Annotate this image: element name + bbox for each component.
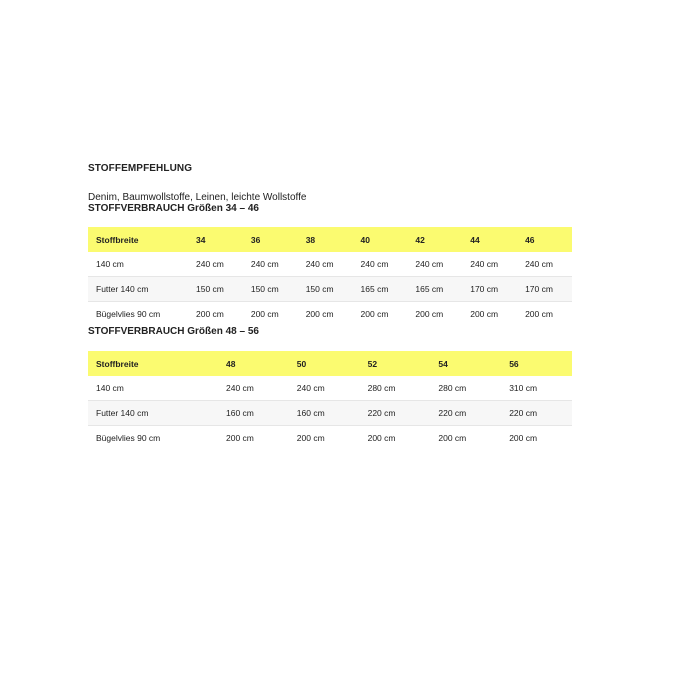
table-cell: 200 cm xyxy=(525,309,553,319)
header-cell: 36 xyxy=(250,234,261,245)
table-cell: 165 cm xyxy=(353,277,408,302)
header-cell: 46 xyxy=(525,234,535,245)
header-cell: 40 xyxy=(360,234,370,245)
table-cell: 240 cm xyxy=(517,252,572,277)
header-cell: 38 xyxy=(305,234,316,245)
table-cell: 150 cm xyxy=(298,277,353,302)
recommendation-text: Denim, Baumwollstoffe, Leinen, leichte Wollstoffe xyxy=(88,192,307,203)
table-cell: 200 cm xyxy=(509,433,538,443)
header-cell: 56 xyxy=(509,358,519,369)
table-cell: 200 cm xyxy=(415,309,444,319)
header-cell: 48 xyxy=(226,358,236,369)
table-cell: 170 cm xyxy=(462,277,517,302)
content xyxy=(88,163,572,450)
table-cell: 200 cm xyxy=(296,433,325,443)
table-cell: Bügelvlies 90 cm xyxy=(96,309,161,319)
consumption-title-34-46: STOFFVERBRAUCH Größen 34 – 46 xyxy=(88,203,259,214)
table-header-row xyxy=(88,227,572,252)
header-cell: 42 xyxy=(415,234,425,245)
table-row xyxy=(88,376,572,401)
table-row xyxy=(88,277,572,302)
table-cell: 220 cm xyxy=(430,401,501,426)
table-cell: Bügelvlies 90 cm xyxy=(96,433,161,443)
table-cell: 280 cm xyxy=(360,376,431,401)
table-cell: 170 cm xyxy=(517,277,572,302)
table-cell: 240 cm xyxy=(462,252,517,277)
table-cell: 200 cm xyxy=(196,309,224,319)
table-cell: 240 cm xyxy=(289,376,360,401)
header-cell: Stoffbreite xyxy=(96,234,139,245)
table-cell: 240 cm xyxy=(353,252,408,277)
table-cell: 165 cm xyxy=(407,277,462,302)
table-row xyxy=(88,252,572,277)
table-cell: 140 cm xyxy=(88,376,218,401)
table-row xyxy=(88,401,572,426)
table-cell: 200 cm xyxy=(438,433,467,443)
table-cell: 150 cm xyxy=(188,277,243,302)
recommendation-title: STOFFEMPFEHLUNG xyxy=(88,163,193,174)
table-row xyxy=(88,302,572,327)
table-cell: 200 cm xyxy=(226,433,254,443)
header-cell: 34 xyxy=(196,234,206,245)
header-cell: 50 xyxy=(296,358,307,369)
table-cell: 240 cm xyxy=(243,252,298,277)
consumption-title-48-56: STOFFVERBRAUCH Größen 48 – 56 xyxy=(88,326,259,337)
table-cell: 220 cm xyxy=(501,401,572,426)
header-cell: 52 xyxy=(367,358,378,369)
table-cell: 200 cm xyxy=(250,309,279,319)
table-cell: 280 cm xyxy=(430,376,501,401)
consumption-table-48-56 xyxy=(88,351,572,450)
header-cell: 44 xyxy=(470,234,480,245)
table-row xyxy=(88,426,572,451)
table-cell: 240 cm xyxy=(188,252,243,277)
table-cell: Futter 140 cm xyxy=(88,401,218,426)
table-cell: Futter 140 cm xyxy=(88,277,188,302)
table-cell: 240 cm xyxy=(298,252,353,277)
table-cell: 160 cm xyxy=(289,401,360,426)
consumption-table-34-46 xyxy=(88,227,572,326)
header-cell: Stoffbreite xyxy=(96,358,139,369)
table-cell: 240 cm xyxy=(218,376,289,401)
header-cell: 54 xyxy=(438,358,448,369)
table-cell: 200 cm xyxy=(305,309,334,319)
table-cell: 160 cm xyxy=(218,401,289,426)
table-cell: 220 cm xyxy=(360,401,431,426)
table-cell: 200 cm xyxy=(360,309,389,319)
table-cell: 140 cm xyxy=(88,252,188,277)
table-cell: 200 cm xyxy=(367,433,396,443)
table-cell: 150 cm xyxy=(243,277,298,302)
table-header-row xyxy=(88,351,572,376)
table-cell: 310 cm xyxy=(501,376,572,401)
table-cell: 200 cm xyxy=(470,309,499,319)
table-cell: 240 cm xyxy=(407,252,462,277)
